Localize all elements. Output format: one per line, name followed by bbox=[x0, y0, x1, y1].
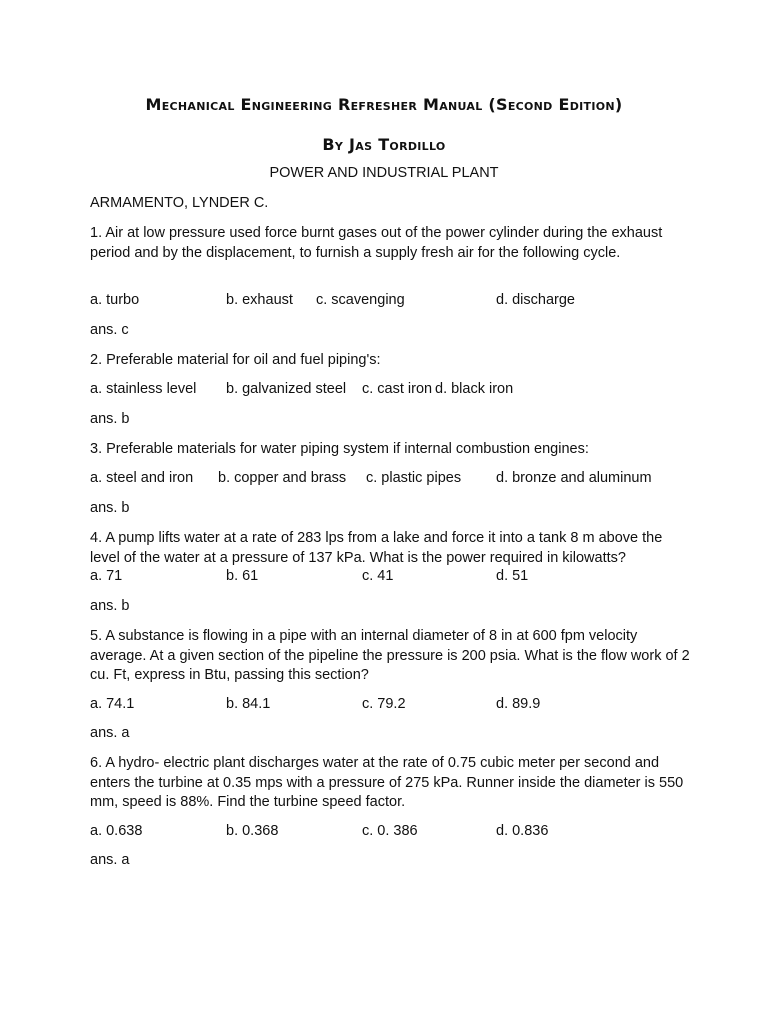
document-subject: POWER AND INDUSTRIAL PLANT bbox=[269, 165, 499, 181]
choice: c. plastic pipes bbox=[366, 470, 462, 486]
choice: c. 79.2 bbox=[362, 696, 406, 712]
question-5-text: 5. A substance is flowing in a pipe with an internal diameter of 8 in at 600 fpm velocity average. At a given section of the pipeline the pressure is 200 psia. What is the flow work of 2 cu. Ft, express in Btu, passing this section? bbox=[90, 628, 690, 683]
choice: b. 84.1 bbox=[226, 696, 271, 712]
choice: c. cast iron bbox=[362, 381, 433, 397]
question-2-text: 2. Preferable material for oil and fuel piping's: bbox=[90, 352, 381, 368]
choice: c. 0. 386 bbox=[362, 823, 418, 839]
choice: b. 61 bbox=[226, 568, 259, 584]
question-3-choices bbox=[90, 470, 690, 490]
question-1-answer: ans. c bbox=[90, 322, 129, 338]
question-2-answer: ans. b bbox=[90, 411, 130, 427]
question-2-choices bbox=[90, 381, 690, 401]
question-5-choices bbox=[90, 696, 690, 716]
question-6-text: 6. A hydro- electric plant discharges water at the rate of 0.75 cubic meter per second and enters the turbine at 0.35 mps with a pressure of 275 kPa. Runner inside the diameter is 550 mm, speed is 88%. Find the turbine speed factor. bbox=[90, 755, 684, 810]
question-5-answer: ans. a bbox=[90, 725, 130, 741]
choice: a. steel and iron bbox=[90, 470, 194, 486]
question-4-answer: ans. b bbox=[90, 598, 130, 614]
question-4-text: 4. A pump lifts water at a rate of 283 lps from a lake and force it into a tank 8 m above the level of the water at a pressure of 137 kPa. What is the power required in kilowatts? bbox=[90, 530, 663, 566]
choice: b. exhaust bbox=[226, 292, 293, 308]
choice: d. bronze and aluminum bbox=[496, 470, 652, 486]
choice: a. 74.1 bbox=[90, 696, 135, 712]
question-6-choices bbox=[90, 823, 690, 843]
student-name: ARMAMENTO, LYNDER C. bbox=[90, 195, 269, 211]
choice: a. turbo bbox=[90, 292, 140, 308]
choice: d. black iron bbox=[435, 381, 514, 397]
choice: d. discharge bbox=[496, 292, 575, 308]
question-3-answer: ans. b bbox=[90, 500, 130, 516]
question-6-answer: ans. a bbox=[90, 852, 130, 868]
choice: d. 51 bbox=[496, 568, 529, 584]
choice: a. 0.638 bbox=[90, 823, 143, 839]
choice: b. copper and brass bbox=[218, 470, 347, 486]
question-1-text: 1. Air at low pressure used force burnt gases out of the power cylinder during the exhaust period and by the displacement, to furnish a supply fresh air for the following cycle. bbox=[90, 225, 663, 261]
choice: a. stainless level bbox=[90, 381, 197, 397]
document-title: Mechanical Engineering Refresher Manual (Second Edition) bbox=[145, 95, 623, 114]
choice: c. 41 bbox=[362, 568, 394, 584]
choice: d. 0.836 bbox=[496, 823, 549, 839]
choice: a. 71 bbox=[90, 568, 123, 584]
choice: b. 0.368 bbox=[226, 823, 279, 839]
question-4-choices bbox=[90, 568, 690, 588]
choice: d. 89.9 bbox=[496, 696, 541, 712]
question-3-text: 3. Preferable materials for water piping system if internal combustion engines: bbox=[90, 441, 589, 457]
choice: c. scavenging bbox=[316, 292, 405, 308]
choice: b. galvanized steel bbox=[226, 381, 347, 397]
question-1-choices bbox=[90, 292, 690, 312]
document-author: By Jas Tordillo bbox=[322, 135, 446, 154]
